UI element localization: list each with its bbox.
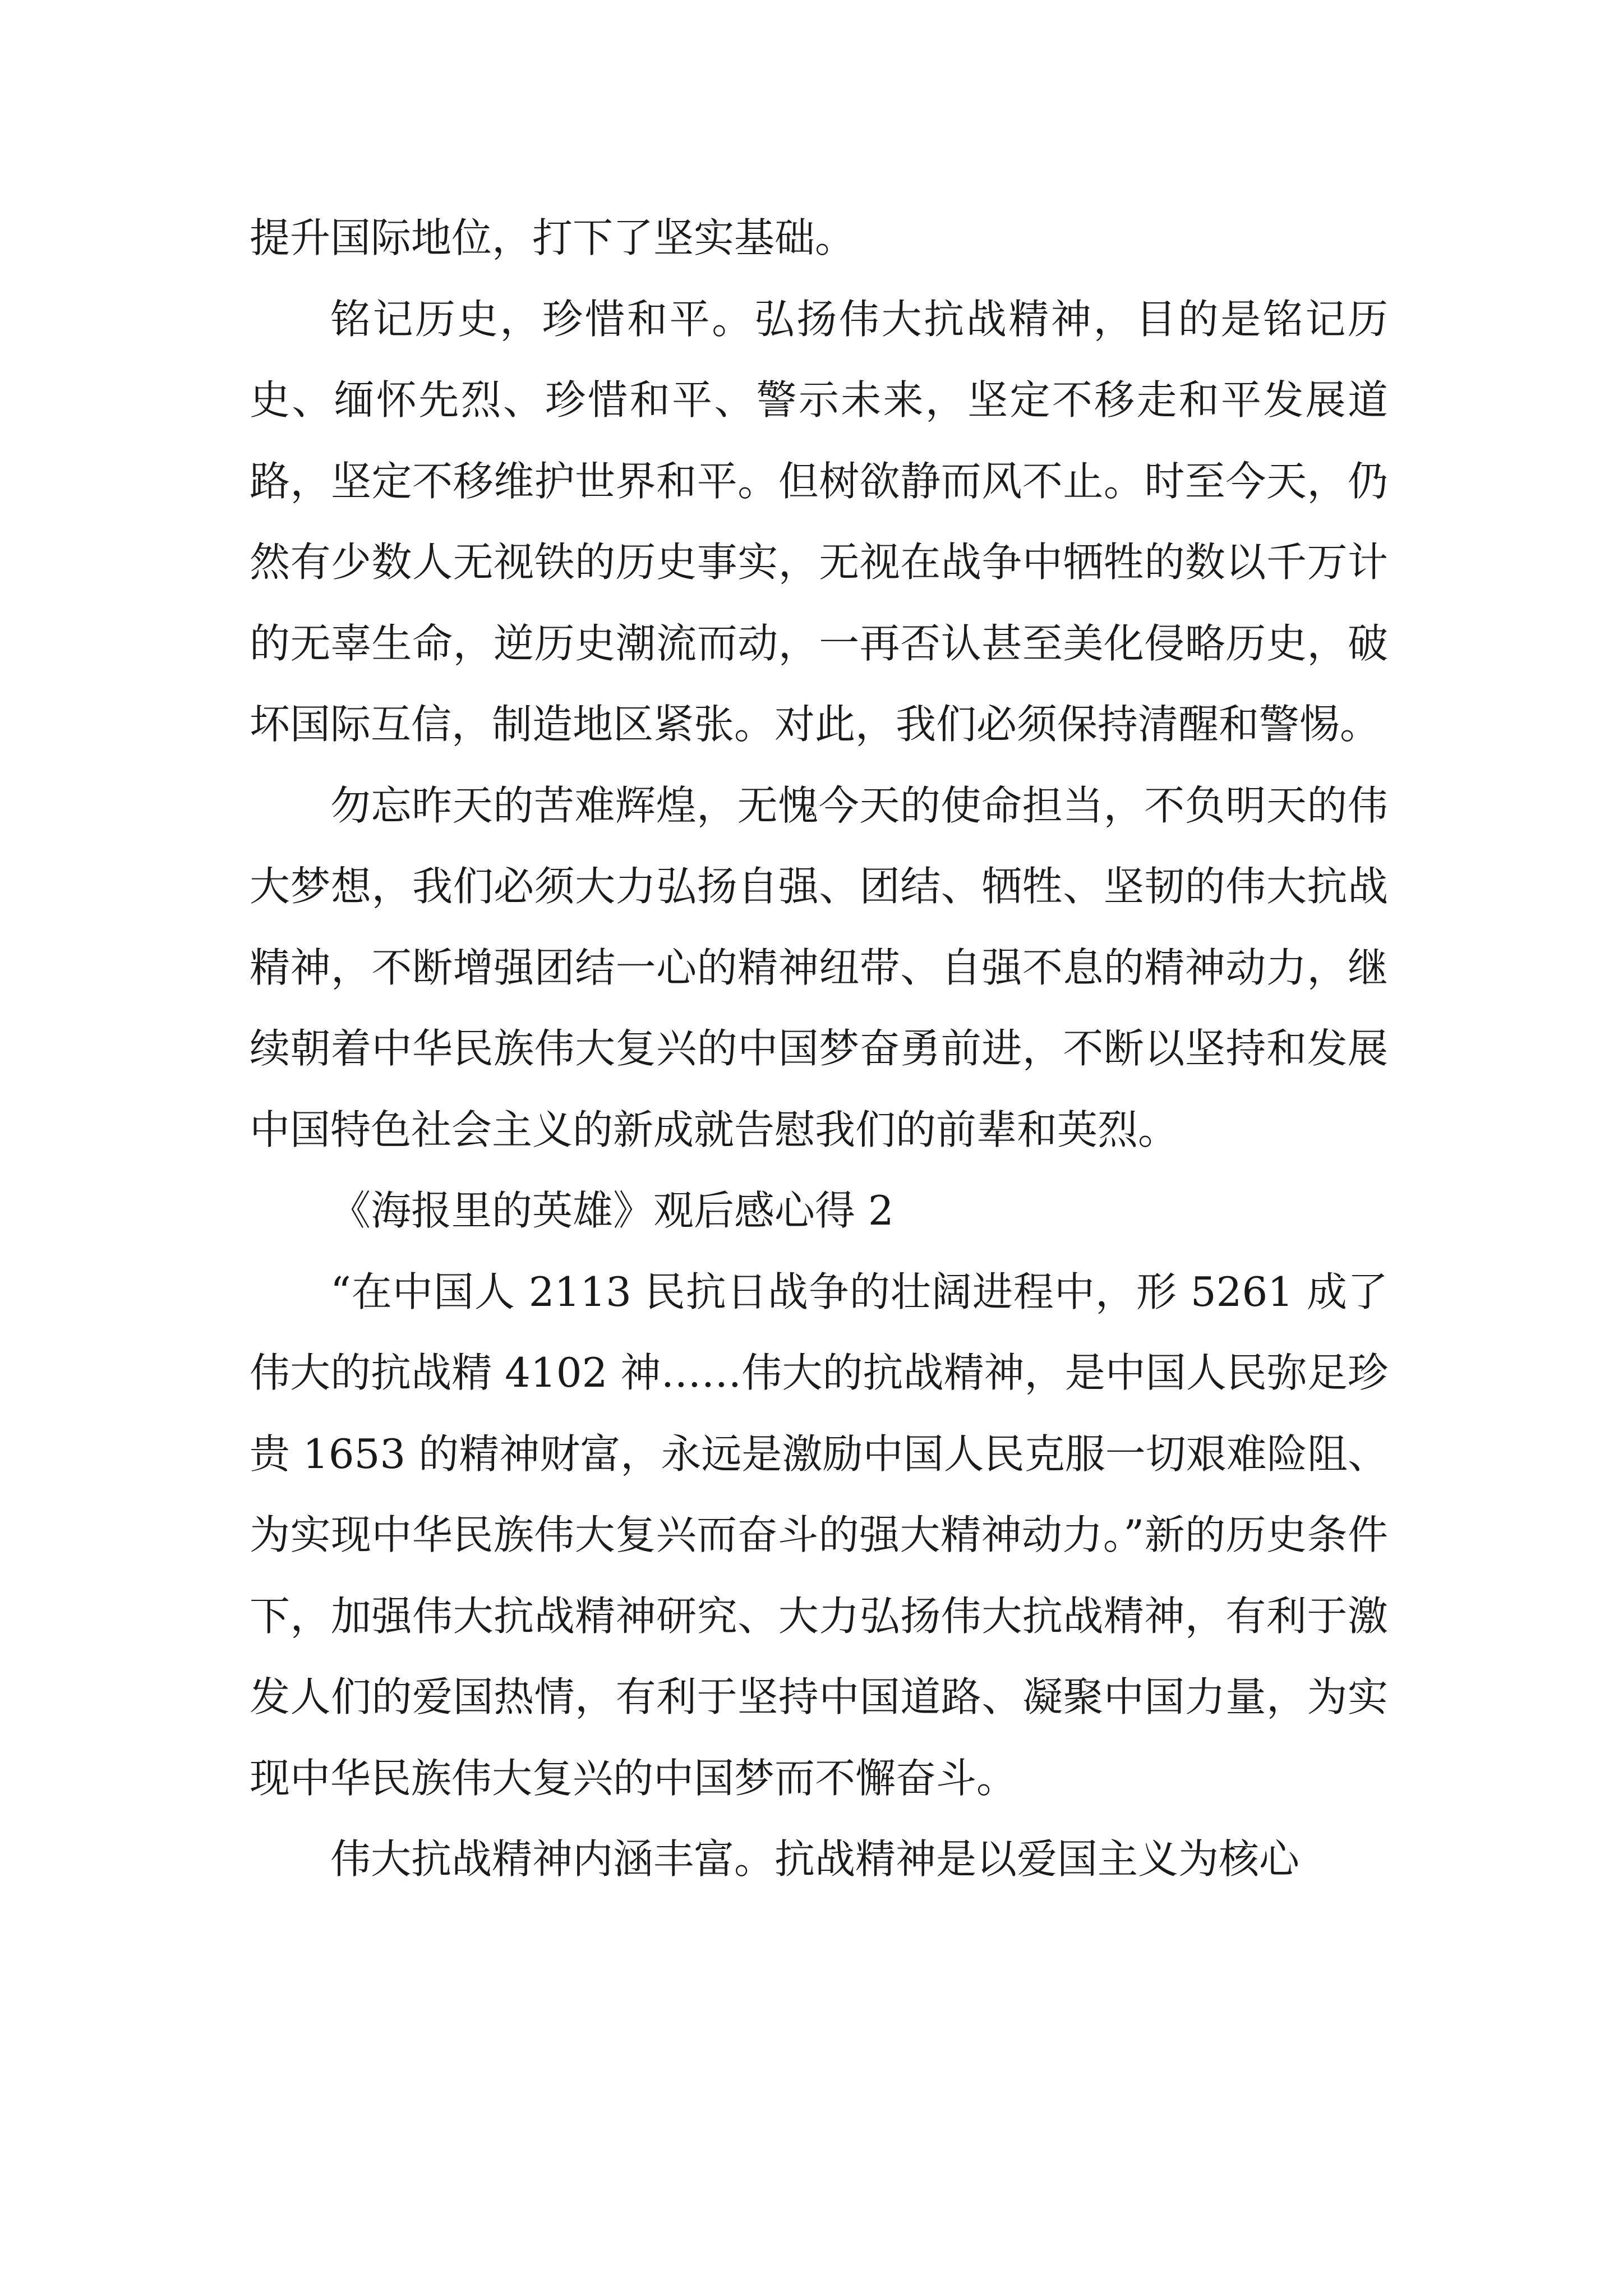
paragraph-4: “在中国人 2113 民抗日战争的壮阔进程中，形 5261 成了伟大的抗战精 4102 神……伟大的抗战精神，是中国人民弥足珍贵 1653 的精神财富，永远是激励中国人民克服一切艰难险阻、为实现中华民族伟大复兴而奋斗的强大精神动力。”新的历史条件下，加强伟大抗战精神研究、大力弘扬伟大抗战精神，有利于激发人们的爱国热情，有利于坚持中国道路、凝聚中国力量，为实现中华民族伟大复兴的中国梦而不懈奋斗。: [250, 1268, 1388, 1802]
paragraph-3: 勿忘昨天的苦难辉煌，无愧今天的使命担当，不负明天的伟大梦想，我们必须大力弘扬自强、团结、牺牲、坚韧的伟大抗战精神，不断增强团结一心的精神纽带、自强不息的精神动力，继续朝着中华民族伟大复兴的中国梦奋勇前进，不断以坚持和发展中国特色社会主义的新成就告慰我们的前辈和英烈。: [250, 781, 1388, 1153]
document-body: [250, 197, 1388, 1900]
paragraph-1: 提升国际地位，打下了坚实基础。: [250, 214, 856, 261]
paragraph-5: 伟大抗战精神内涵丰富。抗战精神是以爱国主义为核心: [330, 1835, 1300, 1883]
paragraph-2: 铭记历史，珍惜和平。弘扬伟大抗战精神，目的是铭记历史、缅怀先烈、珍惜和平、警示未来，坚定不移走和平发展道路，坚定不移维护世界和平。但树欲静而风不止。时至今天，仍然有少数人无视铁的历史事实，无视在战争中牺牲的数以千万计的无辜生命，逆历史潮流而动，一再否认甚至美化侵略历史，破坏国际互信，制造地区紧张。对此，我们必须保持清醒和警惕。: [250, 295, 1388, 748]
section-heading: 《海报里的英雄》观后感心得 2: [330, 1187, 894, 1234]
